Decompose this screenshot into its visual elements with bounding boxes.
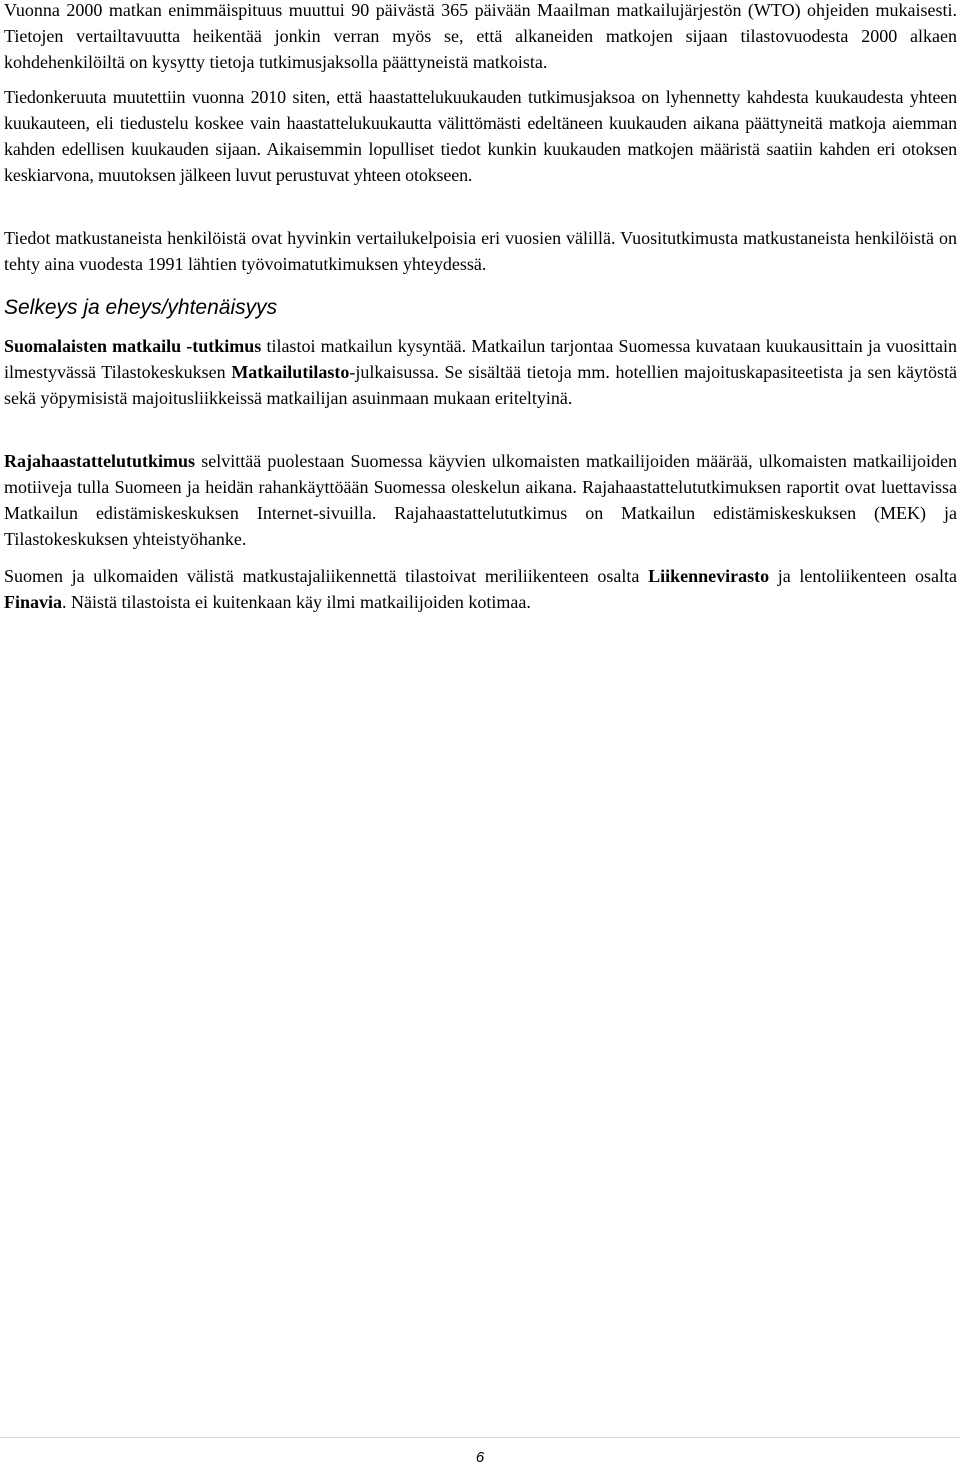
- bold-term: Finavia: [4, 592, 63, 612]
- paragraph-travel-length-change: [4, 0, 957, 75]
- paragraph-text: . Näistä tilastoista ei kuitenkaan käy ilmi matkailijoiden kotimaa.: [62, 592, 531, 612]
- paragraph-text: Tiedot matkustaneista henkilöistä ovat hyvinkin vertailukelpoisia eri vuosien välillä. Vuositutkimusta matkustaneista henkilöistä on tehty aina vuodesta 1991 lähtien työvoimatutkimuksen yhteydessä.: [4, 228, 957, 274]
- bold-term: Rajahaastattelututkimus: [4, 451, 196, 471]
- paragraph-text: Tiedonkeruuta muutettiin vuonna 2010 siten, että haastattelukuukauden tutkimusjaksoa on lyhennetty kahdesta kuukaudesta yhteen kuukauteen, eli tiedustelu koskee vain haastattelukuukautta välittömästi edeltäneen kuukauden aikana päättyneitä matkoja aiemman kahden edellisen kuukauden sijaan. Aikaisemmin lopulliset tiedot kunkin kuukauden matkojen määristä saatiin kahden eri otoksen keskiarvona, muutoksen jälkeen luvut perustuvat yhteen otokseen.: [4, 87, 957, 185]
- paragraph-data-collection-change: [4, 84, 957, 188]
- page-number: 6: [475, 1449, 485, 1466]
- paragraph-passenger-traffic: [4, 563, 957, 615]
- section-heading: Selkeys ja eheys/yhtenäisyys: [4, 296, 278, 319]
- bold-term: Suomalaisten matkailu -tutkimus: [4, 336, 262, 356]
- paragraph-text: Suomen ja ulkomaiden välistä matkustajaliikennettä tilastoivat meriliikenteen osalta: [4, 566, 649, 586]
- paragraph-comparability: [4, 225, 957, 277]
- paragraph-text: tilastoi matkailun kysyntää. Matkailun tarjontaa Suomessa kuvataan kuukausittain ja vuosittain ilmestyvässä Tilastokeskuksen: [4, 336, 957, 382]
- paragraph-text: Vuonna 2000 matkan enimmäispituus muuttui 90 päivästä 365 päivään Maailman matkailujärjestön (WTO) ohjeiden mukaisesti. Tietojen vertailtavuutta heikentää jonkin verran myös se, että alkaneiden matkojen sijaan tilastovuodesta 2000 alkaen kohdehenkilöiltä on kysytty tietoja tutkimusjaksolla päättyneistä matkoista.: [4, 0, 957, 72]
- bold-term: Liikennevirasto: [648, 566, 770, 586]
- paragraph-border-interview-survey: [4, 448, 957, 552]
- paragraph-text: -julkaisussa. Se sisältää tietoja mm. hotellien majoituskapasiteetista ja sen käytöstä sekä yöpymisistä majoitusliikkeissä matkailijan asuinmaan mukaan eriteltyinä.: [4, 362, 957, 408]
- paragraph-text: ja lentoliikenteen osalta: [769, 566, 957, 586]
- bold-term: Matkailutilasto: [231, 362, 350, 382]
- paragraph-text: selvittää puolestaan Suomessa käyvien ulkomaisten matkailijoiden määrää, ulkomaisten matkailijoiden motiiveja tulla Suomeen ja heidän rahankäyttöään Suomessa oleskelun aikana. Rajahaastattelututkimuksen raportit ovat luettavissa Matkailun edistämiskeskuksen Internet-sivuilla. Rajahaastattelututkimus on Matkailun edistämiskeskuksen (MEK) ja Tilastokeskuksen yhteistyöhanke.: [4, 451, 957, 549]
- footer-divider: [0, 1437, 960, 1438]
- paragraph-finnish-travel-survey: [4, 333, 957, 411]
